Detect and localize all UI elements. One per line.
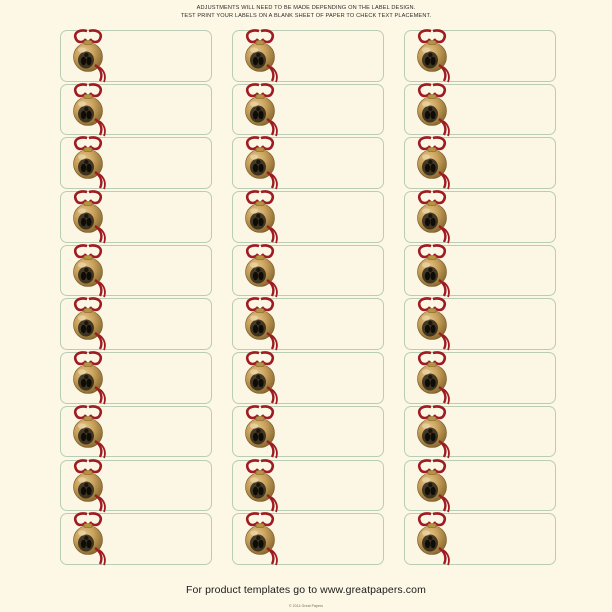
copyright-notice: © 2014 Great Papers (289, 604, 323, 608)
christmas-ornament-icon (239, 134, 283, 192)
christmas-ornament-icon (239, 27, 283, 85)
christmas-ornament-icon (67, 188, 111, 246)
label-cell[interactable] (232, 406, 384, 458)
christmas-ornament-icon (239, 188, 283, 246)
label-cell[interactable] (60, 30, 212, 82)
label-cell[interactable] (232, 513, 384, 565)
christmas-ornament-icon (67, 134, 111, 192)
christmas-ornament-icon (411, 349, 455, 407)
christmas-ornament-icon (239, 403, 283, 461)
label-cell[interactable] (404, 245, 556, 297)
label-cell[interactable] (60, 191, 212, 243)
label-cell[interactable] (232, 460, 384, 512)
christmas-ornament-icon (67, 510, 111, 568)
label-cell[interactable] (232, 30, 384, 82)
label-cell[interactable] (60, 352, 212, 404)
christmas-ornament-icon (411, 242, 455, 300)
christmas-ornament-icon (411, 457, 455, 515)
label-cell[interactable] (404, 191, 556, 243)
label-cell[interactable] (60, 245, 212, 297)
christmas-ornament-icon (239, 81, 283, 139)
label-cell[interactable] (404, 513, 556, 565)
label-cell[interactable] (60, 298, 212, 350)
christmas-ornament-icon (411, 403, 455, 461)
label-cell[interactable] (232, 245, 384, 297)
christmas-ornament-icon (67, 81, 111, 139)
instructions-header (0, 5, 612, 20)
christmas-ornament-icon (67, 27, 111, 85)
christmas-ornament-icon (411, 188, 455, 246)
label-cell[interactable] (60, 513, 212, 565)
christmas-ornament-icon (67, 295, 111, 353)
label-cell[interactable] (232, 84, 384, 136)
christmas-ornament-icon (239, 457, 283, 515)
christmas-ornament-icon (67, 403, 111, 461)
christmas-ornament-icon (239, 510, 283, 568)
instructions-line-1: ADJUSTMENTS WILL NEED TO BE MADE DEPENDING ON THE LABEL DESIGN. (196, 5, 416, 11)
christmas-ornament-icon (411, 510, 455, 568)
label-cell[interactable] (404, 460, 556, 512)
label-grid (60, 30, 556, 572)
label-cell[interactable] (60, 137, 212, 189)
label-cell[interactable] (232, 298, 384, 350)
label-cell[interactable] (232, 137, 384, 189)
christmas-ornament-icon (67, 242, 111, 300)
christmas-ornament-icon (239, 242, 283, 300)
label-cell[interactable] (404, 406, 556, 458)
label-cell[interactable] (404, 352, 556, 404)
label-cell[interactable] (404, 84, 556, 136)
label-cell[interactable] (404, 30, 556, 82)
instructions-line-2: TEST PRINT YOUR LABELS ON A BLANK SHEET OF PAPER TO CHECK TEXT PLACEMENT. (180, 12, 432, 19)
christmas-ornament-icon (239, 295, 283, 353)
christmas-ornament-icon (411, 81, 455, 139)
label-cell[interactable] (60, 84, 212, 136)
christmas-ornament-icon (411, 134, 455, 192)
christmas-ornament-icon (67, 349, 111, 407)
label-cell[interactable] (404, 298, 556, 350)
label-cell[interactable] (404, 137, 556, 189)
christmas-ornament-icon (411, 295, 455, 353)
label-cell[interactable] (60, 406, 212, 458)
christmas-ornament-icon (67, 457, 111, 515)
christmas-ornament-icon (411, 27, 455, 85)
footer-template-link[interactable]: For product templates go to www.greatpapers.com (186, 584, 426, 596)
label-cell[interactable] (232, 191, 384, 243)
label-cell[interactable] (232, 352, 384, 404)
christmas-ornament-icon (239, 349, 283, 407)
label-cell[interactable] (60, 460, 212, 512)
